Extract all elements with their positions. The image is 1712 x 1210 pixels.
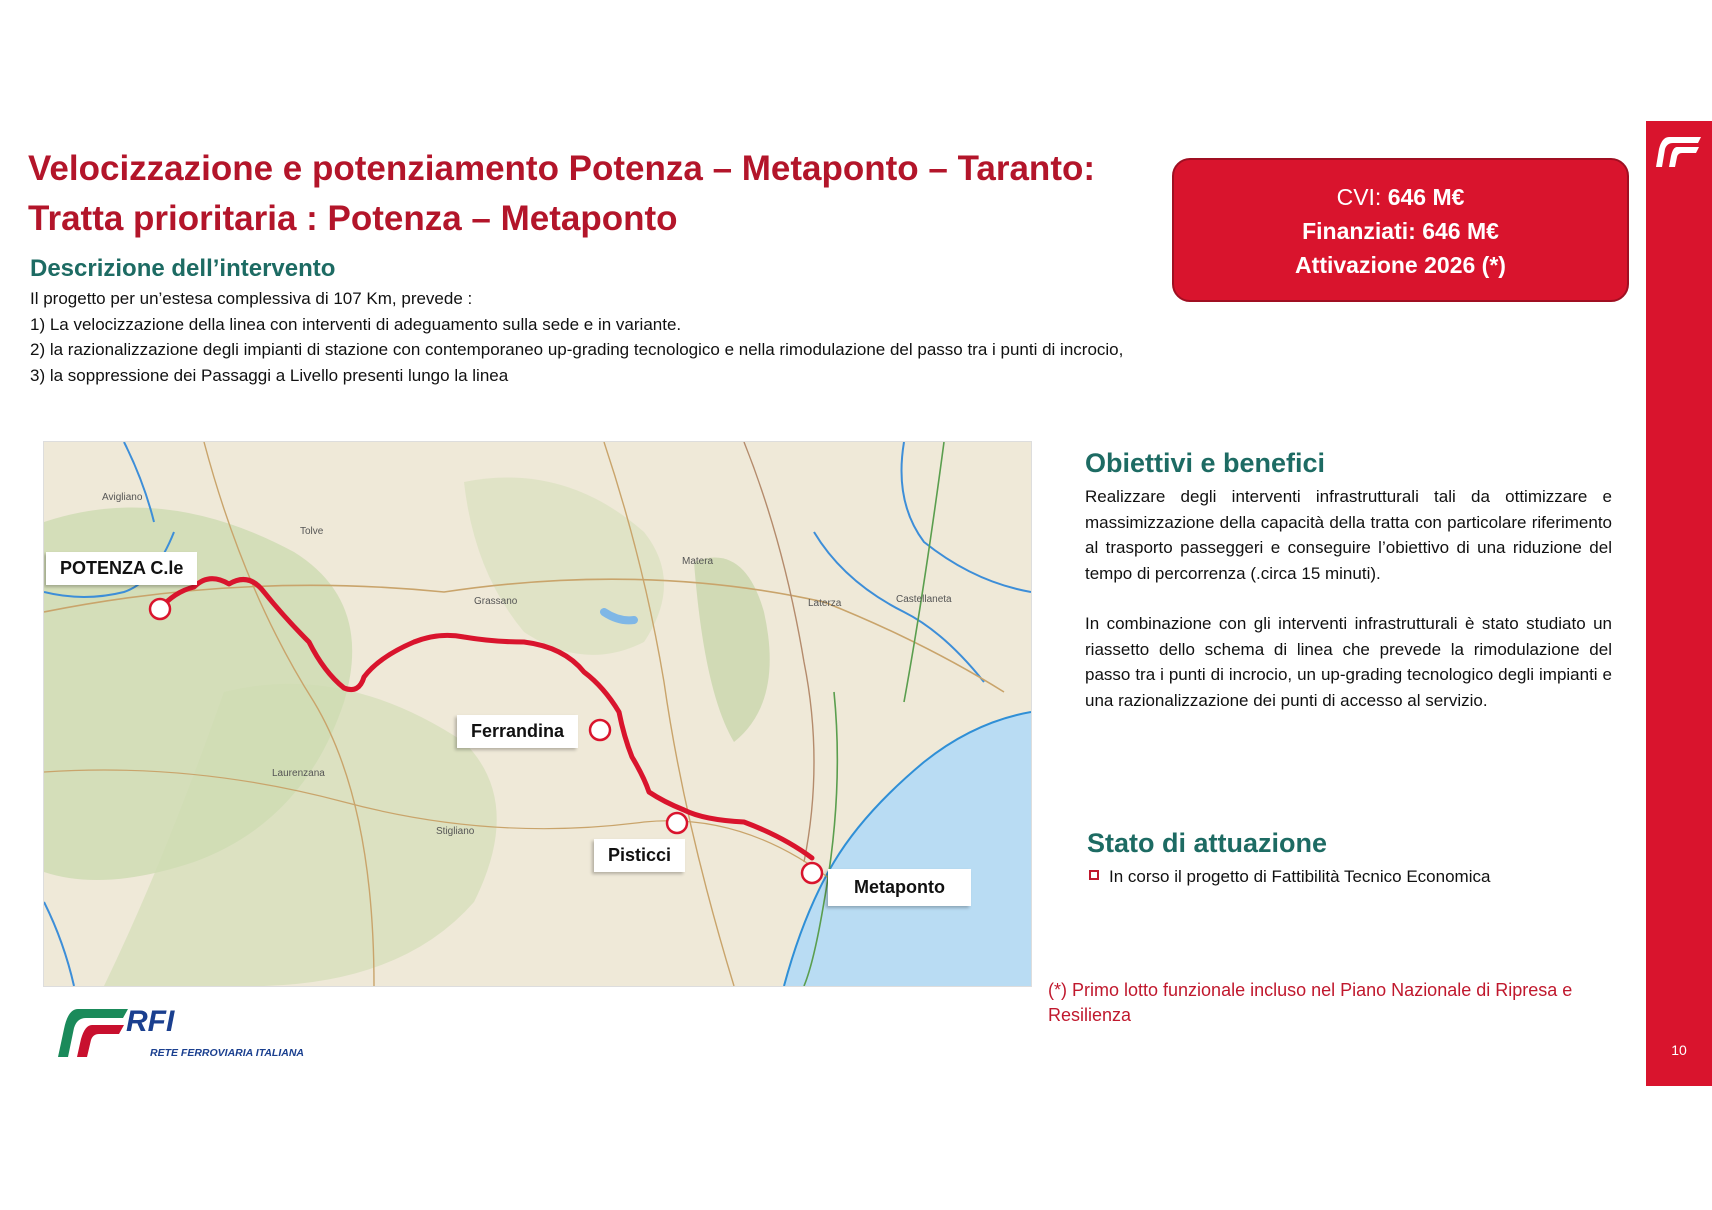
objectives-body [1085, 484, 1612, 713]
place-label: Grassano [474, 596, 518, 607]
place-label: Avigliano [102, 492, 143, 503]
station-dot [802, 863, 822, 883]
station-label-pisticci: Pisticci [594, 839, 685, 872]
description-point: 1) La velocizzazione della linea con interventi di adeguamento sulla sede e in variante. [30, 314, 682, 334]
place-label: Matera [682, 556, 714, 567]
description-intro: Il progetto per un’estesa complessiva di 107 Km, prevede : [30, 289, 473, 308]
place-label: Tolve [300, 526, 324, 537]
rfi-logo [56, 1005, 316, 1065]
rfi-mark-icon [56, 1007, 132, 1059]
page-subtitle: Tratta prioritaria : Potenza – Metaponto [28, 199, 678, 238]
objectives-paragraph: Realizzare degli interventi infrastrutturali tali da ottimizzare e massimizzazione della capacità della tratta con particolare riferimento al trasporto passeggeri e conseguire l’obiettivo di una riduzione del tempo di percorrenza (.circa 15 minuti). [1085, 487, 1612, 583]
station-dot [590, 720, 610, 740]
place-label: Laterza [808, 598, 842, 609]
station-dot [667, 813, 687, 833]
page-number: 10 [1671, 1042, 1687, 1058]
rfi-brand: RFI [126, 1005, 175, 1038]
status-list [1087, 864, 1627, 890]
station-label-metaponto: Metaponto [828, 869, 971, 906]
description-point: 2) la razionalizzazione degli impianti di stazione con contemporaneo up-grading tecnologico e nella rimodulazione del passo tra i punti di incrocio, [30, 340, 1124, 359]
kpi-activation: Attivazione 2026 (*) [1295, 252, 1506, 278]
status-item: In corso il progetto di Fattibilità Tecnico Economica [1087, 864, 1627, 890]
station-dot [150, 599, 170, 619]
objectives-heading: Obiettivi e benefici [1085, 448, 1326, 478]
status-heading: Stato di attuazione [1087, 828, 1328, 858]
kpi-cvi: CVI: 646 M€ [1336, 184, 1465, 210]
place-label: Laurenzana [272, 768, 325, 779]
page-title: Velocizzazione e potenziamento Potenza – Metaponto – Taranto: [28, 149, 1096, 188]
kpi-financed: Finanziati: 646 M€ [1302, 218, 1499, 244]
description-body [30, 286, 1310, 388]
route-map [43, 441, 1032, 987]
objectives-paragraph: In combinazione con gli interventi infrastrutturali è stato studiato un riassetto dello schema di linea che prevede la rimodulazione del passo tra i punti di incrocio, un up-grading tecnologico degli impianti e una razionalizzazione dei punti di accesso al servizio. [1085, 614, 1612, 710]
station-label-ferrandina: Ferrandina [457, 715, 578, 748]
description-heading: Descrizione dell’intervento [30, 255, 336, 282]
fs-logo-icon [1655, 135, 1703, 169]
brand-side-bar [1646, 121, 1712, 1086]
place-label: Castellaneta [896, 594, 952, 605]
place-label: Stigliano [436, 826, 475, 837]
station-label-potenza: POTENZA C.le [46, 552, 197, 585]
kpi-box [1172, 158, 1629, 302]
rfi-tagline: RETE FERROVIARIA ITALIANA [150, 1047, 304, 1059]
footnote: (*) Primo lotto funzionale incluso nel Piano Nazionale di Ripresa e Resilienza [1048, 980, 1573, 1025]
description-point: 3) la soppressione dei Passaggi a Livello presenti lungo la linea [30, 365, 509, 385]
